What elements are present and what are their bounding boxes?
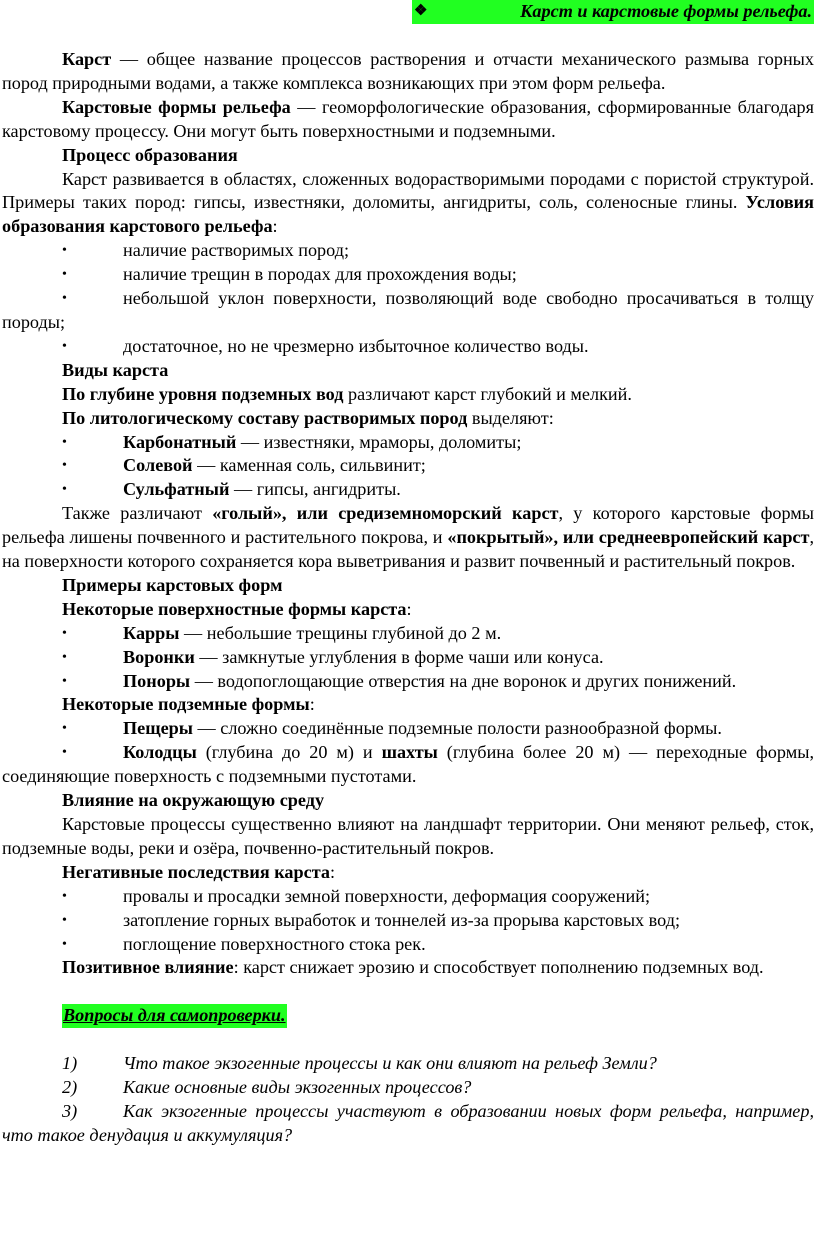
bullet-icon: • bbox=[62, 936, 67, 952]
term-karst-forms: Карстовые формы рельефа bbox=[62, 96, 291, 117]
document-title bbox=[412, 0, 814, 24]
question-item: 1) Что такое экзогенные процессы и как они влияют на рельеф Земли? bbox=[62, 1053, 657, 1074]
list-item: • Пещеры — сложно соединённые подземные полости разнообразной формы. bbox=[2, 717, 814, 741]
bullet-icon: • bbox=[62, 338, 67, 354]
spacer bbox=[2, 24, 814, 48]
surface-forms-heading: Некоторые поверхностные формы карста: bbox=[62, 598, 412, 619]
spacer bbox=[2, 1028, 814, 1052]
definition-karst: Карст — общее название процессов растворения и отчасти механического размыва горных пород природными водами, а также комплекса возникающих при этом форм рельефа. bbox=[2, 49, 814, 93]
process-paragraph: Карст развивается в областях, сложенных водорастворимыми породами с пористой структурой. Примеры таких пород: гипсы, известняки, доломиты, ангидриты, соль, соленосные глины. Условия образования карстового рельефа: bbox=[2, 168, 814, 237]
positive-paragraph: Позитивное влияние: карст снижает эрозию и способствует пополнению подземных вод. bbox=[62, 957, 764, 978]
section-heading-examples: Примеры карстовых форм bbox=[62, 574, 283, 595]
bullet-icon: • bbox=[62, 649, 67, 665]
question-item: 3) Как экзогенные процессы участвуют в образовании новых форм рельефа, например, что такое денудация и аккумуляция? bbox=[2, 1101, 814, 1145]
negative-heading: Негативные последствия карста: bbox=[62, 861, 336, 882]
document-title-text: Карст и карстовые формы рельефа. bbox=[520, 1, 812, 21]
influence-paragraph: Карстовые процессы существенно влияют на ландшафт территории. Они меняют рельеф, сток, подземные воды, реки и озёра, почвенно-растительный покров. bbox=[2, 814, 814, 858]
types-litho-paragraph: По литологическому составу растворимых пород выделяют: bbox=[62, 407, 554, 428]
term-karst: Карст bbox=[62, 49, 112, 69]
bullet-icon: • bbox=[62, 673, 67, 689]
bullet-icon: • bbox=[62, 888, 67, 904]
bullet-icon: • bbox=[62, 267, 67, 283]
question-item: 2) Какие основные виды экзогенных процессов? bbox=[62, 1077, 472, 1098]
bullet-icon: • bbox=[62, 721, 67, 737]
types-also-paragraph: Также различают «голый», или средиземноморский карст, у которого карстовые формы рельефа лишены почвенного и растительного покрова, и «покрытый», или среднеевропейский карст, на поверхности которого сохраняется кора выветривания и развит почвенный и растительный покров. bbox=[2, 503, 814, 572]
list-item: • небольшой уклон поверхности, позволяющий воде свободно просачиваться в толщу породы; bbox=[2, 288, 814, 332]
questions-heading-row bbox=[2, 1004, 814, 1028]
list-item: • затопление горных выработок и тоннелей из-за прорыва карстовых вод; bbox=[2, 909, 814, 933]
list-item: • Карры — небольшие трещины глубиной до 2 м. bbox=[2, 622, 814, 646]
list-item: • достаточное, но не чрезмерно избыточное количество воды. bbox=[2, 335, 814, 359]
list-item: • наличие трещин в породах для прохождения воды; bbox=[2, 263, 814, 287]
list-item: • провалы и просадки земной поверхности, деформация сооружений; bbox=[2, 885, 814, 909]
diamond-bullet-icon: ❖ bbox=[414, 3, 428, 19]
list-item: • Солевой — каменная соль, сильвинит; bbox=[2, 454, 814, 478]
bullet-icon: • bbox=[62, 434, 67, 450]
title-row bbox=[2, 0, 814, 24]
list-item: • Карбонатный — известняки, мраморы, доломиты; bbox=[2, 431, 814, 455]
bullet-icon: • bbox=[62, 482, 67, 498]
types-depth-paragraph: По глубине уровня подземных вод различают карст глубокий и мелкий. bbox=[62, 383, 632, 404]
list-item: • Воронки — замкнутые углубления в форме чаши или конуса. bbox=[2, 646, 814, 670]
questions-heading: Вопросы для самопроверки. bbox=[62, 1004, 287, 1028]
section-heading-process: Процесс образования bbox=[62, 144, 238, 165]
bullet-icon: • bbox=[62, 243, 67, 259]
bullet-icon: • bbox=[62, 625, 67, 641]
underground-forms-heading: Некоторые подземные формы: bbox=[62, 694, 315, 715]
bullet-icon: • bbox=[62, 745, 67, 761]
list-item: • поглощение поверхностного стока рек. bbox=[2, 933, 814, 957]
section-heading-influence: Влияние на окружающую среду bbox=[62, 790, 325, 811]
list-item: • Колодцы (глубина до 20 м) и шахты (глубина более 20 м) — переходные формы, соединяющие поверхность с подземными пустотами. bbox=[2, 742, 814, 787]
bullet-icon: • bbox=[62, 291, 67, 307]
section-heading-types: Виды карста bbox=[62, 359, 169, 380]
bullet-icon: • bbox=[62, 912, 67, 928]
bullet-icon: • bbox=[62, 458, 67, 474]
list-item: • Поноры — водопоглощающие отверстия на дне воронок и других понижений. bbox=[2, 670, 814, 694]
list-item: • Сульфатный — гипсы, ангидриты. bbox=[2, 478, 814, 502]
list-item: • наличие растворимых пород; bbox=[2, 239, 814, 263]
definition-karst-forms: Карстовые формы рельефа — геоморфологические образования, сформированные благодаря карстовому процессу. Они могут быть поверхностными и подземными. bbox=[2, 96, 814, 141]
